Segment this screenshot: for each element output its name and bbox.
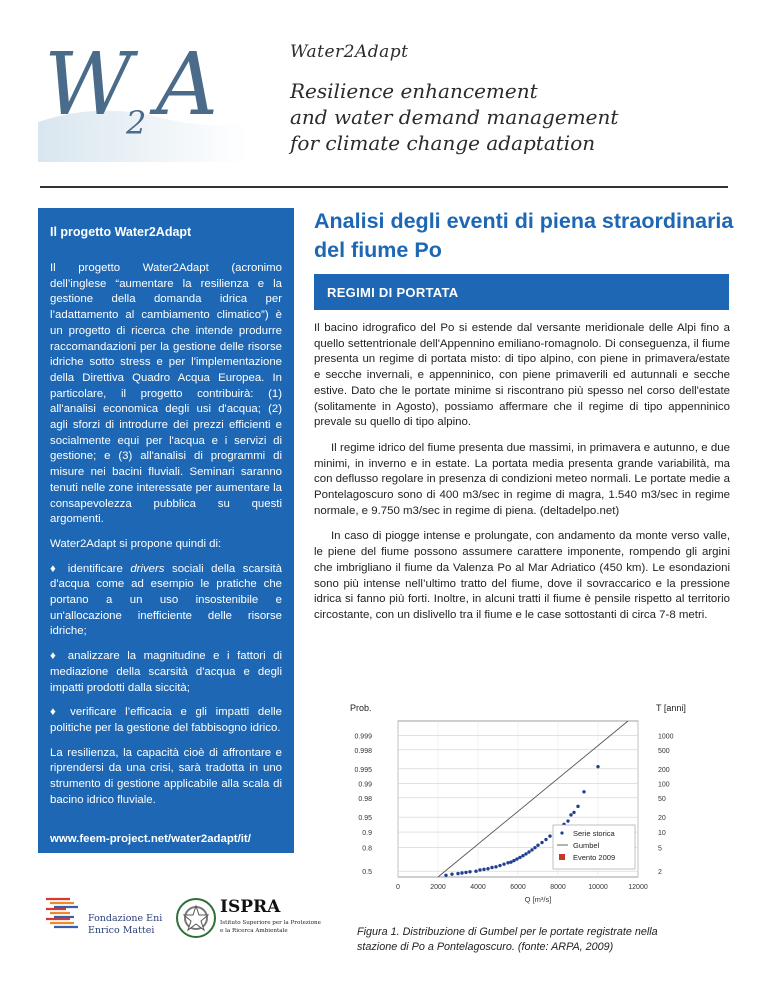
data-point bbox=[515, 857, 518, 860]
project-website-link[interactable]: www.feem-project.net/water2adapt/it/ bbox=[50, 832, 251, 845]
x-tick-label: 8000 bbox=[550, 884, 566, 891]
data-point bbox=[533, 846, 536, 849]
figure-caption: Figura 1. Distribuzione di Gumbel per le portate registrate nella stazione di Po a Pontelagoscuro. (fonte: ARPA, 2009) bbox=[357, 926, 658, 953]
data-point bbox=[540, 841, 543, 844]
data-point bbox=[498, 864, 501, 867]
data-point bbox=[569, 813, 572, 816]
return-period-tick-label: 5 bbox=[658, 845, 662, 853]
data-point bbox=[460, 871, 463, 874]
return-period-tick-label: 50 bbox=[658, 795, 666, 803]
prob-tick-label: 0.8 bbox=[362, 845, 372, 853]
data-point bbox=[512, 859, 515, 862]
data-point bbox=[509, 860, 512, 863]
data-point bbox=[596, 765, 599, 768]
prob-tick-label: 0.998 bbox=[354, 747, 372, 755]
data-point bbox=[536, 844, 539, 847]
legend-label: Gumbel bbox=[573, 841, 600, 850]
data-point bbox=[456, 872, 459, 875]
feem-name-line2: Enrico Mattei bbox=[88, 925, 155, 936]
prob-tick-label: 0.995 bbox=[354, 766, 372, 774]
sidebar-purpose-lead: Water2Adapt si propone quindi di: bbox=[50, 537, 222, 550]
legend-label: Serie storica bbox=[573, 829, 615, 838]
diamond-icon: ♦ bbox=[50, 650, 61, 663]
data-point bbox=[486, 867, 489, 870]
prob-tick-label: 0.999 bbox=[354, 733, 372, 741]
sidebar-resilience: La resilienza, la capacità cioè di affrontare e riprendersi da una crisi, sarà tradotta in uno strumento di gestione applicabile alla scala di bacino idrico fluviale. bbox=[50, 746, 282, 806]
body-paragraph: Il regime idrico del fiume presenta due massimi, in primavera e autunno, e due minimi, in inverno e in estate. La portata media presenta grande variabilità, ma con deflusso regolare in presenza di condizioni meteo normali. Le portate medie a Pontelagoscuro sono di 400 m3/sec in regime di magra, 1.540 m3/sec in regime normale, e 9.750 m3/sec in regime di piena. (deltadelpo.net) bbox=[314, 441, 730, 517]
legend-label: Evento 2009 bbox=[573, 853, 616, 862]
data-point bbox=[506, 861, 509, 864]
data-point bbox=[474, 870, 477, 873]
w2a-logo bbox=[38, 22, 248, 162]
ispra-sub-line1: Istituto Superiore per la Protezione bbox=[220, 920, 321, 926]
data-point bbox=[521, 854, 524, 857]
data-point bbox=[524, 852, 527, 855]
return-period-tick-label: 10 bbox=[658, 830, 666, 838]
chart-xlabel: Q [m³/s] bbox=[524, 895, 552, 904]
svg-text:A: A bbox=[156, 35, 219, 135]
article-body bbox=[314, 321, 730, 634]
sidebar-bullet: ♦ analizzare la magnitudine e i fattori di mediazione della scarsità d'acqua e degli impatti prodotti dalla siccità; bbox=[50, 650, 283, 694]
feem-name-line1: Fondazione Eni bbox=[88, 913, 163, 924]
data-point bbox=[566, 819, 569, 822]
data-point bbox=[494, 865, 497, 868]
svg-text:W: W bbox=[44, 35, 133, 135]
data-point bbox=[444, 874, 447, 877]
brand-tagline: Resilience enhancement and water demand management for climate change adaptation bbox=[290, 79, 619, 155]
x-tick-label: 6000 bbox=[510, 884, 526, 891]
data-point bbox=[527, 850, 530, 853]
chart-y2label: T [anni] bbox=[656, 703, 686, 713]
data-point bbox=[490, 866, 493, 869]
gumbel-chart bbox=[338, 695, 718, 923]
header-divider bbox=[40, 186, 728, 188]
legend-marker bbox=[559, 854, 565, 860]
data-point bbox=[530, 848, 533, 851]
x-tick-label: 10000 bbox=[588, 884, 608, 891]
return-period-tick-label: 100 bbox=[658, 781, 670, 789]
data-point bbox=[468, 870, 471, 873]
body-paragraph: Il bacino idrografico del Po si estende dal versante meridionale delle Alpi fino a quello settentrionale dell'Appennino emiliano-romagnolo. Di conseguenza, il fiume presenta un regime di portata misto: di tipo alpino, con piene in primavera/estate e secche invernali, e appenninico, con piene primaverili ed autunnali e secche estive. Dato che le portate minime si riscontrano più spesso nel corso dell'estate (solitamente in Agosto), possiamo affermare che il regime di tipo appenninico prevale su quello di tipo alpino. bbox=[314, 322, 730, 429]
x-tick-label: 12000 bbox=[628, 884, 648, 891]
feem-logo bbox=[40, 885, 170, 949]
sidebar-bullet: ♦ verificare l’efficacia e gli impatti delle politiche per la gestione del fabbisogno idrico. bbox=[50, 706, 282, 734]
return-period-tick-label: 1000 bbox=[658, 733, 674, 741]
data-point bbox=[582, 790, 585, 793]
prob-tick-label: 0.95 bbox=[358, 815, 372, 823]
ispra-sub-line2: e la Ricerca Ambientale bbox=[220, 928, 288, 934]
body-paragraph: In caso di piogge intense e prolungate, con andamento da monte verso valle, le piene del fiume possono assumere carattere imponente, rompendo gli argini che imbrigliano il fiume da Valenza Po al Mar Adriatico (450 km). Le esondazioni sono più intense nell’ultimo tratto del fiume, dove il sovraccarico e la pressione idrica si fanno più forti. Inoltre, in alcuni tratti il fiume è pensile rispetto al territorio circostante, con un dislivello tra il fiume e le case sottostanti di circa 7-8 metri. bbox=[314, 530, 730, 621]
ispra-logo bbox=[174, 880, 321, 950]
x-tick-label: 0 bbox=[396, 884, 400, 891]
data-point bbox=[548, 834, 551, 837]
data-point bbox=[478, 868, 481, 871]
italian-emblem-icon bbox=[177, 899, 215, 937]
diamond-icon: ♦ bbox=[50, 562, 61, 575]
svg-text:2: 2 bbox=[126, 104, 147, 142]
data-point bbox=[518, 856, 521, 859]
diamond-icon: ♦ bbox=[50, 706, 62, 719]
data-point bbox=[572, 811, 575, 814]
data-point bbox=[576, 805, 579, 808]
chart-ylabel: Prob. bbox=[350, 703, 372, 713]
sidebar-bullet: ♦ identificare drivers sociali della scarsità d'acqua come ad esempio le pratiche che portano a un uso insostenibile e un'allocazione inefficiente delle risorse idriche; bbox=[50, 562, 283, 638]
brand-name: Water2Adapt bbox=[290, 42, 409, 62]
page-title: Analisi degli eventi di piena straordinaria del fiume Po bbox=[314, 209, 734, 262]
return-period-tick-label: 500 bbox=[658, 747, 670, 755]
prob-tick-label: 0.9 bbox=[362, 830, 372, 838]
sidebar-title: Il progetto Water2Adapt bbox=[50, 225, 192, 239]
data-point bbox=[544, 838, 547, 841]
return-period-tick-label: 200 bbox=[658, 766, 670, 774]
data-point bbox=[464, 871, 467, 874]
x-tick-label: 4000 bbox=[470, 884, 486, 891]
legend-marker bbox=[560, 831, 563, 834]
ispra-name: ISPRA bbox=[220, 897, 281, 917]
data-point bbox=[450, 872, 453, 875]
prob-tick-label: 0.98 bbox=[358, 795, 372, 803]
return-period-tick-label: 2 bbox=[658, 869, 662, 877]
section-title: REGIMI DI PORTATA bbox=[327, 285, 459, 300]
data-point bbox=[502, 862, 505, 865]
data-point bbox=[482, 868, 485, 871]
prob-tick-label: 0.5 bbox=[362, 869, 372, 877]
section-header bbox=[314, 274, 729, 310]
prob-tick-label: 0.99 bbox=[358, 781, 372, 789]
sidebar-intro: Il progetto Water2Adapt (acronimo dell’inglese “aumentare la resilienza e la gestione della domanda idrica per l’adattamento al cambiamento climatico”) è un progetto di ricerca che intende produrre raccomandazioni per la gestione delle risorse idriche sotto stress e per l'implementazione della Direttiva Quadro Acqua Europea. In particolare, il progetto contribuirà: (1) all'analisi economica degli usi d'acqua; (2) agli sforzi di introdurre dei prezzi efficienti e socialmente equi per l'acqua e i servizi di gestione; e (3) all'analisi di programmi di misure nei bacini fluviali. Seminari saranno tenuti nelle zone interessate per aumentare la consapevolezza pubblica su questi argomenti. bbox=[50, 262, 282, 526]
return-period-tick-label: 20 bbox=[658, 815, 666, 823]
x-tick-label: 2000 bbox=[430, 884, 446, 891]
project-sidebar bbox=[38, 208, 294, 853]
